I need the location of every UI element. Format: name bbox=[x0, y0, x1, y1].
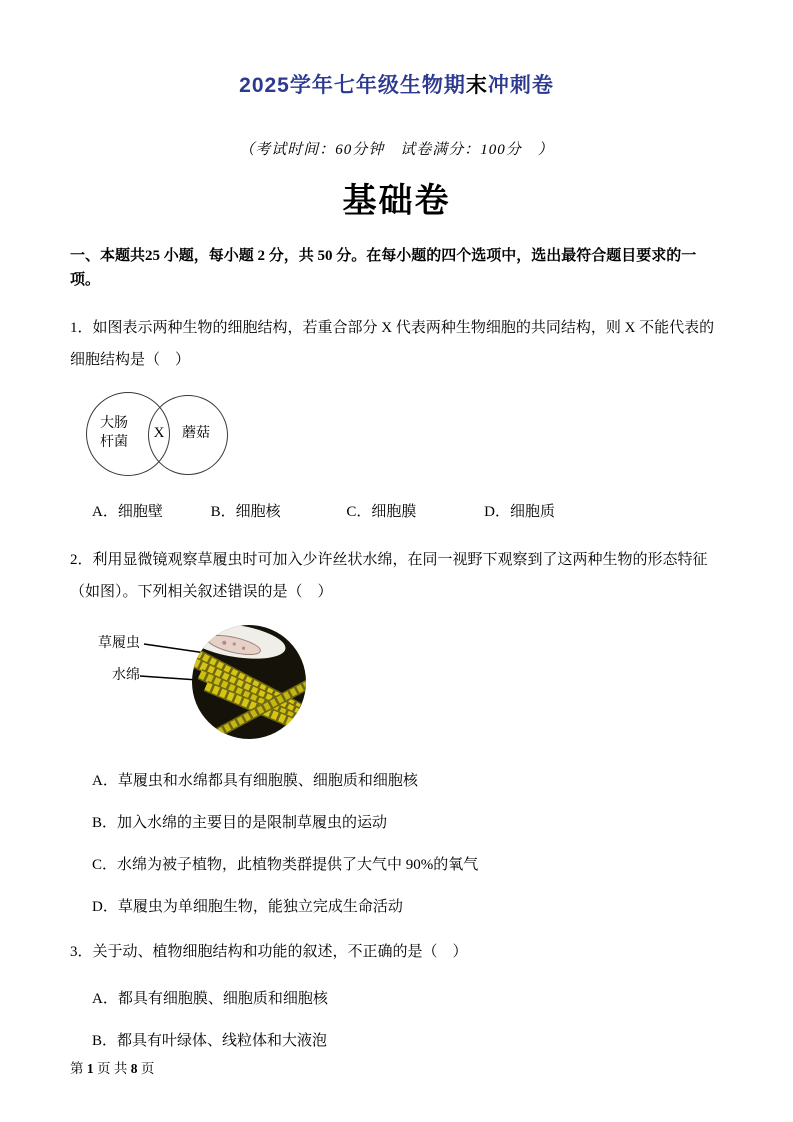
question-2 bbox=[70, 544, 723, 920]
footer-page-number: 1 bbox=[86, 1061, 94, 1076]
figure-label-spirogyra: 水绵 bbox=[112, 668, 140, 683]
title-text-2: 末 bbox=[465, 74, 488, 97]
section-instruction: 一、本题共25 小题，每小题 2 分，共 50 分。在每小题的四个选项中，选出最符合题目要求的一项。 bbox=[70, 248, 697, 288]
option-d: D．草履虫为单细胞生物，能独立完成生命活动 bbox=[92, 899, 403, 915]
title-text-1: 2025学年七年级生物期 bbox=[239, 74, 466, 97]
question-1-text: 1．如图表示两种生物的细胞结构，若重合部分 X 代表两种生物细胞的共同结构，则 X 不能代表的细胞结构是（ ） bbox=[70, 320, 715, 368]
microscope-figure bbox=[84, 618, 384, 750]
option-a: A．细胞壁 bbox=[92, 504, 163, 520]
footer-text: 第 bbox=[70, 1061, 87, 1076]
option-a: A．草履虫和水绵都具有细胞膜、细胞质和细胞核 bbox=[92, 773, 418, 789]
option-a: A．都具有细胞膜、细胞质和细胞核 bbox=[92, 991, 328, 1007]
option-c: C．细胞膜 bbox=[346, 504, 417, 520]
option-c: C．水绵为被子植物，此植物类群提供了大气中 90%的氧气 bbox=[92, 857, 479, 873]
question-3-options bbox=[70, 986, 723, 1054]
title-text-3: 冲刺卷 bbox=[487, 74, 554, 97]
page-footer bbox=[70, 1060, 154, 1078]
question-3-text: 3．关于动、植物细胞结构和功能的叙述，不正确的是（ ） bbox=[70, 944, 468, 960]
footer-text: 页 bbox=[137, 1061, 155, 1076]
paper-type-heading: 基础卷 bbox=[342, 182, 451, 220]
venn-diagram bbox=[86, 392, 386, 484]
option-b: B．加入水绵的主要目的是限制草履虫的运动 bbox=[92, 815, 388, 831]
venn-label-mushroom: 蘑菇 bbox=[182, 426, 210, 441]
question-3 bbox=[70, 936, 723, 1054]
option-d: D．细胞质 bbox=[484, 504, 555, 520]
venn-label-ecoli: 大肠杆菌 bbox=[100, 416, 128, 450]
venn-label-overlap-x: X bbox=[153, 425, 165, 441]
figure-label-paramecium: 草履虫 bbox=[98, 636, 140, 651]
question-1-options bbox=[70, 500, 723, 524]
question-2-options bbox=[70, 768, 723, 920]
footer-total-pages: 8 bbox=[130, 1061, 138, 1076]
exam-info: （考试时间：60分钟 试卷满分：100分 ） bbox=[239, 142, 554, 158]
page-title bbox=[70, 0, 723, 100]
question-2-text: 2．利用显微镜观察草履虫时可加入少许丝状水绵，在同一视野下观察到了这两种生物的形态特征（如图）。下列相关叙述错误的是（ ） bbox=[70, 552, 708, 600]
question-1 bbox=[70, 312, 723, 524]
footer-text: 页 共 bbox=[93, 1061, 131, 1076]
option-b: B．都具有叶绿体、线粒体和大液泡 bbox=[92, 1033, 328, 1049]
option-b: B．细胞核 bbox=[210, 504, 281, 520]
